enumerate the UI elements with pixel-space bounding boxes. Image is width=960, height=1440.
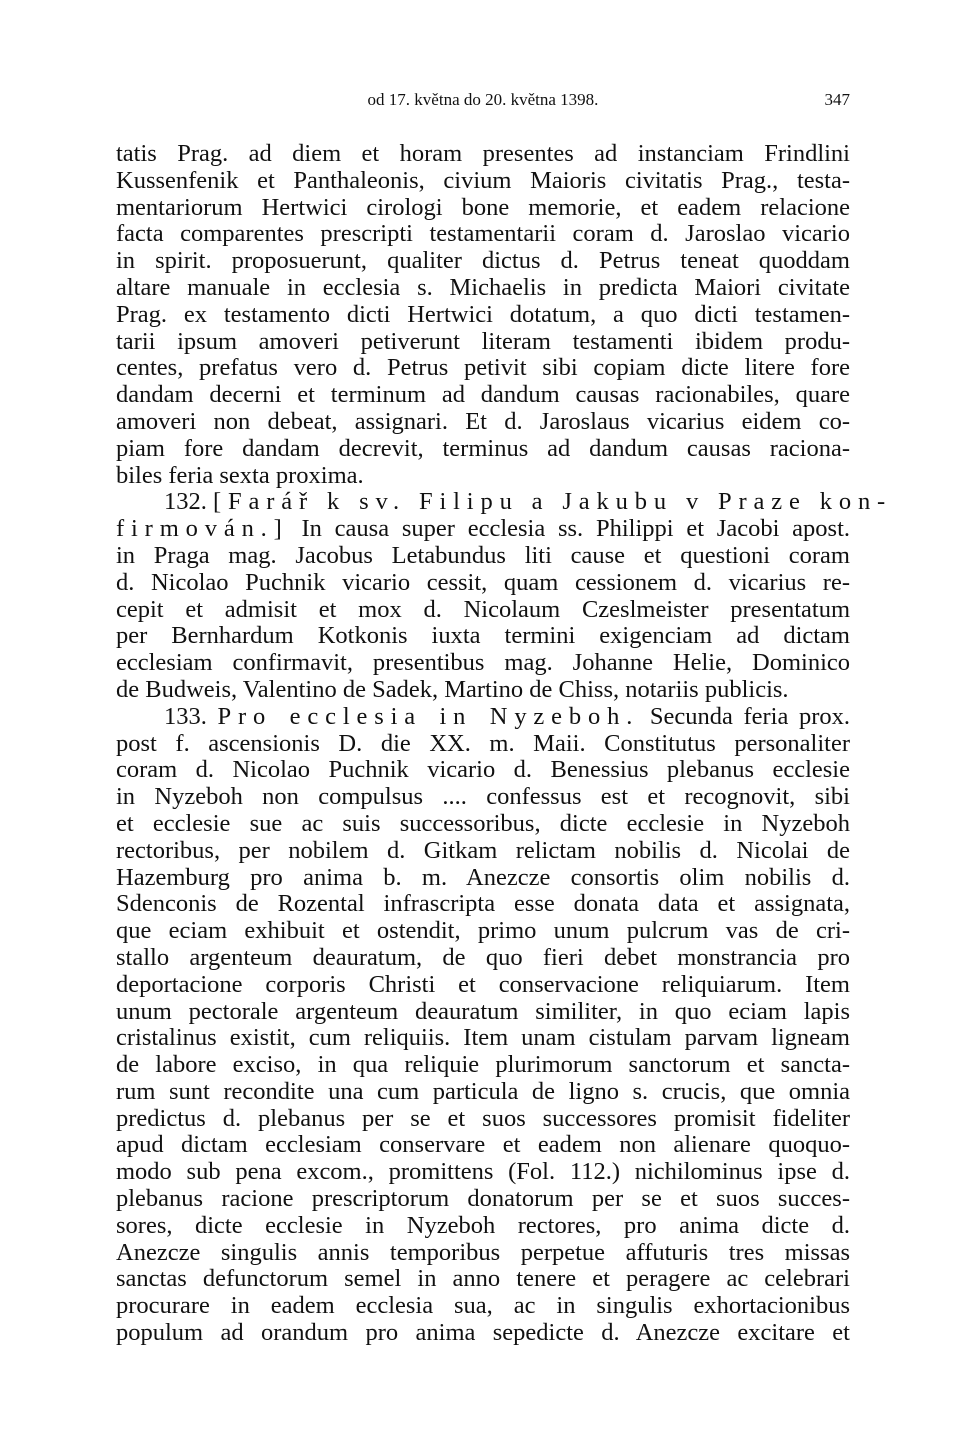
text-line: in spirit. proposuerunt, qualiter dictus d. Petrus teneat quoddam	[116, 247, 850, 275]
text-line: et ecclesie sue ac suis successoribus, dicte ecclesie in Nyzeboh	[116, 809, 850, 837]
running-header	[116, 90, 850, 118]
text-line: facta comparentes prescripti testamentarii coram d. Jaroslao vicario	[116, 220, 850, 248]
text-line: cepit et admisit et mox d. Nicolaum Czeslmeister presentatum	[116, 595, 850, 623]
text-line: sores, dicte ecclesie in Nyzeboh rectores, pro anima dicte d.	[116, 1211, 850, 1239]
running-title: od 17. května do 20. května 1398.	[367, 90, 599, 109]
text-line: tatis Prag. ad diem et horam presentes ad instanciam Frindlini	[116, 140, 850, 167]
text-line: tarii ipsum amoveri petiverunt literam testamenti ibidem produ-	[116, 327, 850, 355]
page-number: 347	[824, 90, 850, 109]
text-line: d. Nicolao Puchnik vicario cessit, quam cessionem d. vicarius re-	[116, 568, 850, 596]
text-line: cristalinus existit, cum reliquiis. Item unam cistulam parvam ligneam	[116, 1024, 850, 1052]
text-line: Hazemburg pro anima b. m. Anezcze consortis olim nobilis d.	[116, 863, 850, 891]
text-line: Prag. ex testamento dicti Hertwici dotatum, a quo dicti testamen-	[116, 300, 850, 328]
text-line: populum ad orandum pro anima sepedicte d. Anezcze excitare et	[116, 1319, 850, 1347]
text-line: biles feria sexta proxima.	[116, 461, 364, 489]
text-line: mentariorum Hertwici cirologi bone memorie, et eadem relacione	[116, 193, 850, 221]
text-line: Kussenfenik et Panthaleonis, civium Maioris civitatis Prag., testa-	[116, 166, 850, 194]
text-line: apud dictam ecclesiam conservare et eadem non alienare quoquo-	[116, 1131, 850, 1159]
text-line: ecclesiam confirmavit, presentibus mag. Johanne Helie, Dominico	[116, 649, 850, 677]
text-line: de Budweis, Valentino de Sadek, Martino de Chiss, notariis publicis.	[116, 675, 789, 703]
text-line: per Bernhardum Kotkonis iuxta termini exigenciam ad dictam	[116, 622, 850, 650]
text-line: dandam decerni et terminum ad dandum causas racionabiles, quare	[116, 381, 850, 409]
text-line: deportacione corporis Christi et conservacione reliquiarum. Item	[116, 970, 850, 998]
text-line: centes, prefatus vero d. Petrus petivit sibi copiam dicte litere fore	[116, 354, 850, 382]
text-line: que eciam exhibuit et ostendit, primo unum pulcrum vas de cri-	[116, 917, 850, 945]
text-line: modo sub pena excom., promittens (Fol. 112.) nichilominus ipse d.	[116, 1158, 850, 1186]
text-line: Sdenconis de Rozental infrascripta esse donata data et assignata,	[116, 890, 850, 918]
entry-text: Secunda feria prox.	[649, 702, 851, 730]
text-line: stallo argenteum deauratum, de quo fieri debet monstrancia pro	[116, 943, 850, 971]
text-line: procurare in eadem ecclesia sua, ac in singulis exhortacionibus	[116, 1292, 850, 1320]
entry-heading: [Farář k sv. Filipu a Jakubu v Praze kon-	[213, 488, 893, 516]
body-text	[116, 140, 893, 1347]
text-line: in Praga mag. Jacobus Letabundus liti cause et questioni coram	[116, 541, 850, 569]
entry-text: In causa super ecclesia ss. Philippi et Jacobi apost.	[301, 515, 851, 543]
text-line: sanctas defunctorum semel in anno tenere et peragere ac celebrari	[116, 1265, 850, 1293]
entry-133-heading-line	[116, 704, 850, 731]
text-line	[116, 516, 850, 543]
text-line: plebanus racione prescriptorum donatorum per se et suos succes-	[116, 1185, 850, 1213]
text-line: amoveri non debeat, assignari. Et d. Jaroslaus vicarius eidem co-	[116, 407, 850, 435]
text-line: coram d. Nicolao Puchnik vicario d. Benessius plebanus ecclesie	[116, 756, 850, 784]
entry-heading: firmován.]	[116, 515, 289, 543]
entry-number: 133.	[164, 702, 207, 730]
entry-132-heading-line	[116, 488, 893, 516]
text-line: in Nyzeboh non compulsus .... confessus est et recognovit, sibi	[116, 783, 850, 811]
entry-number: 132.	[164, 488, 207, 516]
text-line: rum sunt recondite una cum particula de ligno s. crucis, que omnia	[116, 1077, 850, 1105]
text-line: de labore exciso, in qua reliquie plurimorum sanctorum et sancta-	[116, 1051, 850, 1079]
entry-heading: Pro ecclesia in Nyzeboh.	[217, 702, 640, 730]
text-line: piam fore dandam decrevit, terminus ad dandum causas raciona-	[116, 434, 850, 462]
text-line: predictus d. plebanus per se et suos successores promisit fideliter	[116, 1104, 850, 1132]
text-line: unum pectorale argenteum deauratum similiter, in quo eciam lapis	[116, 997, 850, 1025]
text-line: rectoribus, per nobilem d. Gitkam relictam nobilis d. Nicolai de	[116, 836, 850, 864]
text-line: post f. ascensionis D. die XX. m. Maii. Constitutus personaliter	[116, 729, 850, 757]
text-line: altare manuale in ecclesia s. Michaelis in predicta Maiori civitate	[116, 273, 850, 301]
text-line: Anezcze singulis annis temporibus perpetue affuturis tres missas	[116, 1238, 850, 1266]
